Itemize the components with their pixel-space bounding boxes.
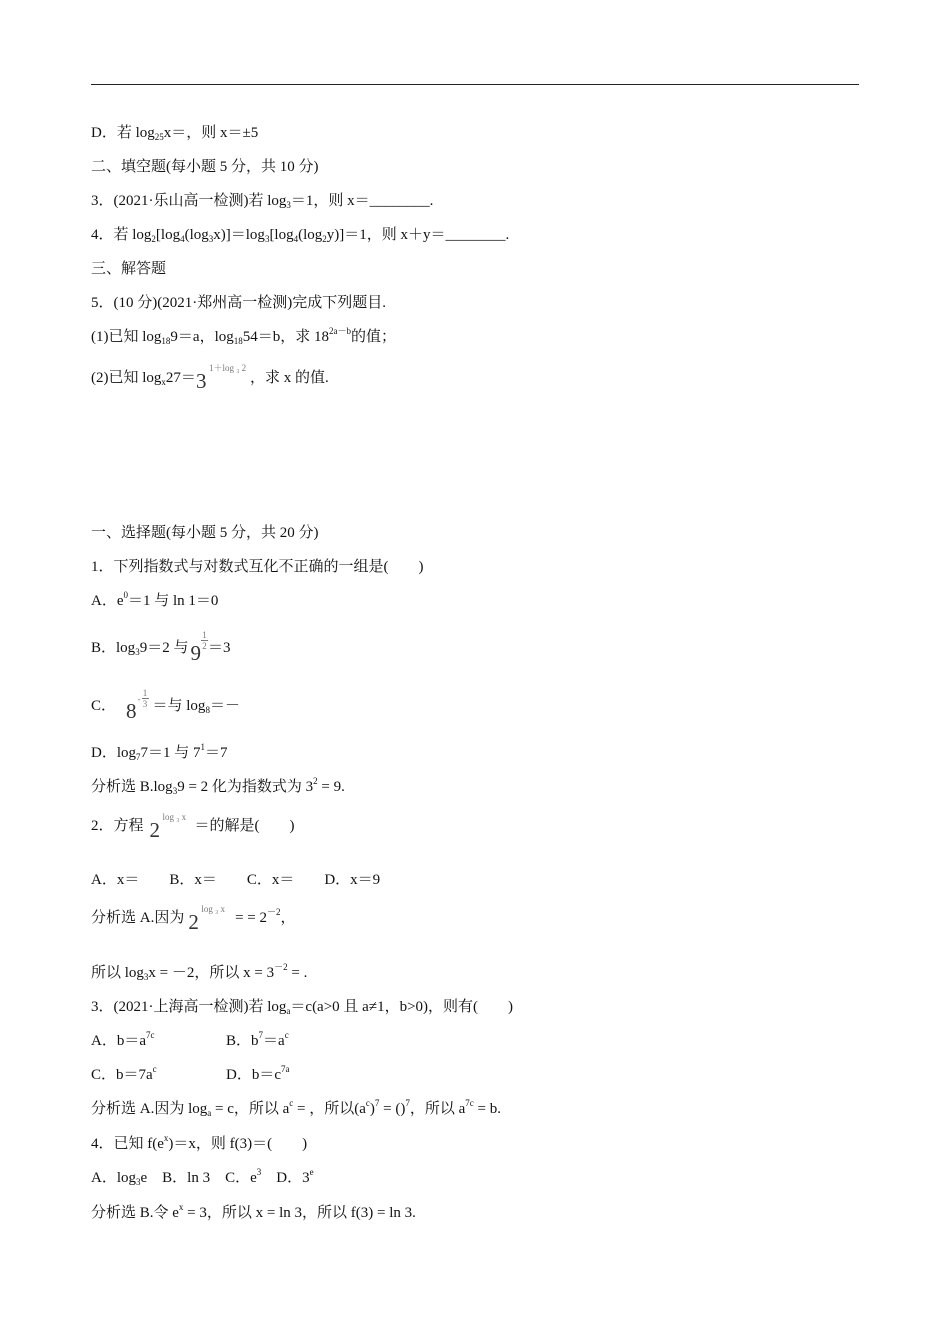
choice-q2: 2．方程 2 log ₃ x ＝的解是( ): [91, 812, 295, 842]
power-expression: 3 1＋log ₃ 2: [195, 363, 247, 393]
q3-analysis: 分析选 A.因为 $\log_a = c$，所以 $a^c$ = ，所以$(a^c)^7 = ()^7$，所以 $a^{7c} = b$.: [91, 1098, 502, 1118]
q1-option-d: D．$\log_77=1$ 与 $7^1=7$: [91, 742, 228, 762]
q2-options: A．x＝ B．x＝ C．x＝ D．x＝9: [91, 872, 381, 888]
solve-q5: 5．(10 分)(2021·郑州高一检测)完成下列题目.: [91, 295, 386, 311]
q2-analysis: 分析选 A.因为 2 log ₃ x = = $2^{-2}$，: [91, 904, 296, 934]
q1-option-c: C． 8- $\frac{1}{3}$ ＝与 $\log_8=-$: [91, 688, 240, 723]
fill-q3: 3．(2021·乐山高一检测)若 $\log_3=1$，则 x＝________.: [91, 193, 434, 210]
q1-analysis: 分析选 $B.\log_39 = 2$ 化为指数式为 $3^2 = 9$.: [91, 776, 345, 796]
header-rule: [91, 84, 859, 85]
fill-q4: 4．若 $\log_2[\log_4(\log_3x)]=\log_3[\log_4(\log_2y)]=1$，则 x＋y＝________.: [91, 227, 510, 244]
solve-q5-part1: (1)已知 $\log_{18}9=a$，$\log_{18}54=b$，求 $18^{2a-b}$的值；: [91, 326, 397, 346]
choice-q4: 4．已知 $f(e^x)=x$，则 f(3)＝( ): [91, 1133, 308, 1152]
fraction-exponent: $\frac{1}{2}$: [202, 630, 207, 651]
q3-options-ab: A．$b=a^{7c}$ B．$b^7=a^c$: [91, 1030, 289, 1049]
q4-options: A．$\log_3e$ B．ln 3 C．$e^3$ D．3e: [91, 1167, 314, 1187]
solve-heading: 三、解答题: [91, 261, 167, 277]
choice-q3: 3．(2021·上海高一检测)若 $\log_a=c(a>0$ 且 a≠1，b>0)，则有( ): [91, 999, 514, 1016]
solve-q5-part2: (2)已知 $\log_x27=3$ 1＋log ₃ 2 ，求 x 的值.: [91, 363, 329, 393]
q4-analysis: 分析选 B.令 $e^x = 3$，所以 x = ln 3，所以 f(3) = ln 3.: [91, 1202, 416, 1221]
power-expression: 8: [126, 699, 137, 723]
q1-option-a: A．$e^0=1$ 与 ln 1＝0: [91, 590, 219, 609]
choice-q1: 1．下列指数式与对数式互化不正确的一组是( ): [91, 559, 424, 575]
power-expression: 9: [190, 641, 201, 665]
q2-analysis-cont: 所以 $\log_3x = -2$，所以 $x = 3^{-2}$ = .: [91, 962, 308, 982]
choice-heading: 一、选择题(每小题 5 分，共 20 分): [91, 525, 319, 541]
q1-option-b: B．$\log_39=2$ 与9 $\frac{1}{2}$ ＝3: [91, 630, 231, 665]
fraction-exponent: $\frac{1}{3}$: [142, 688, 148, 709]
option-d-line: D．若 $\log_{25}x=$，则 x＝±5: [91, 125, 259, 142]
power-expression: 2 log ₃ x: [188, 904, 225, 934]
fill-heading: 二、填空题(每小题 5 分，共 10 分): [91, 159, 319, 175]
power-expression: 2 log ₃ x: [149, 812, 187, 842]
q3-options-cd: C．$b=7a^c$ D．$b=c^{7a}$: [91, 1064, 290, 1083]
